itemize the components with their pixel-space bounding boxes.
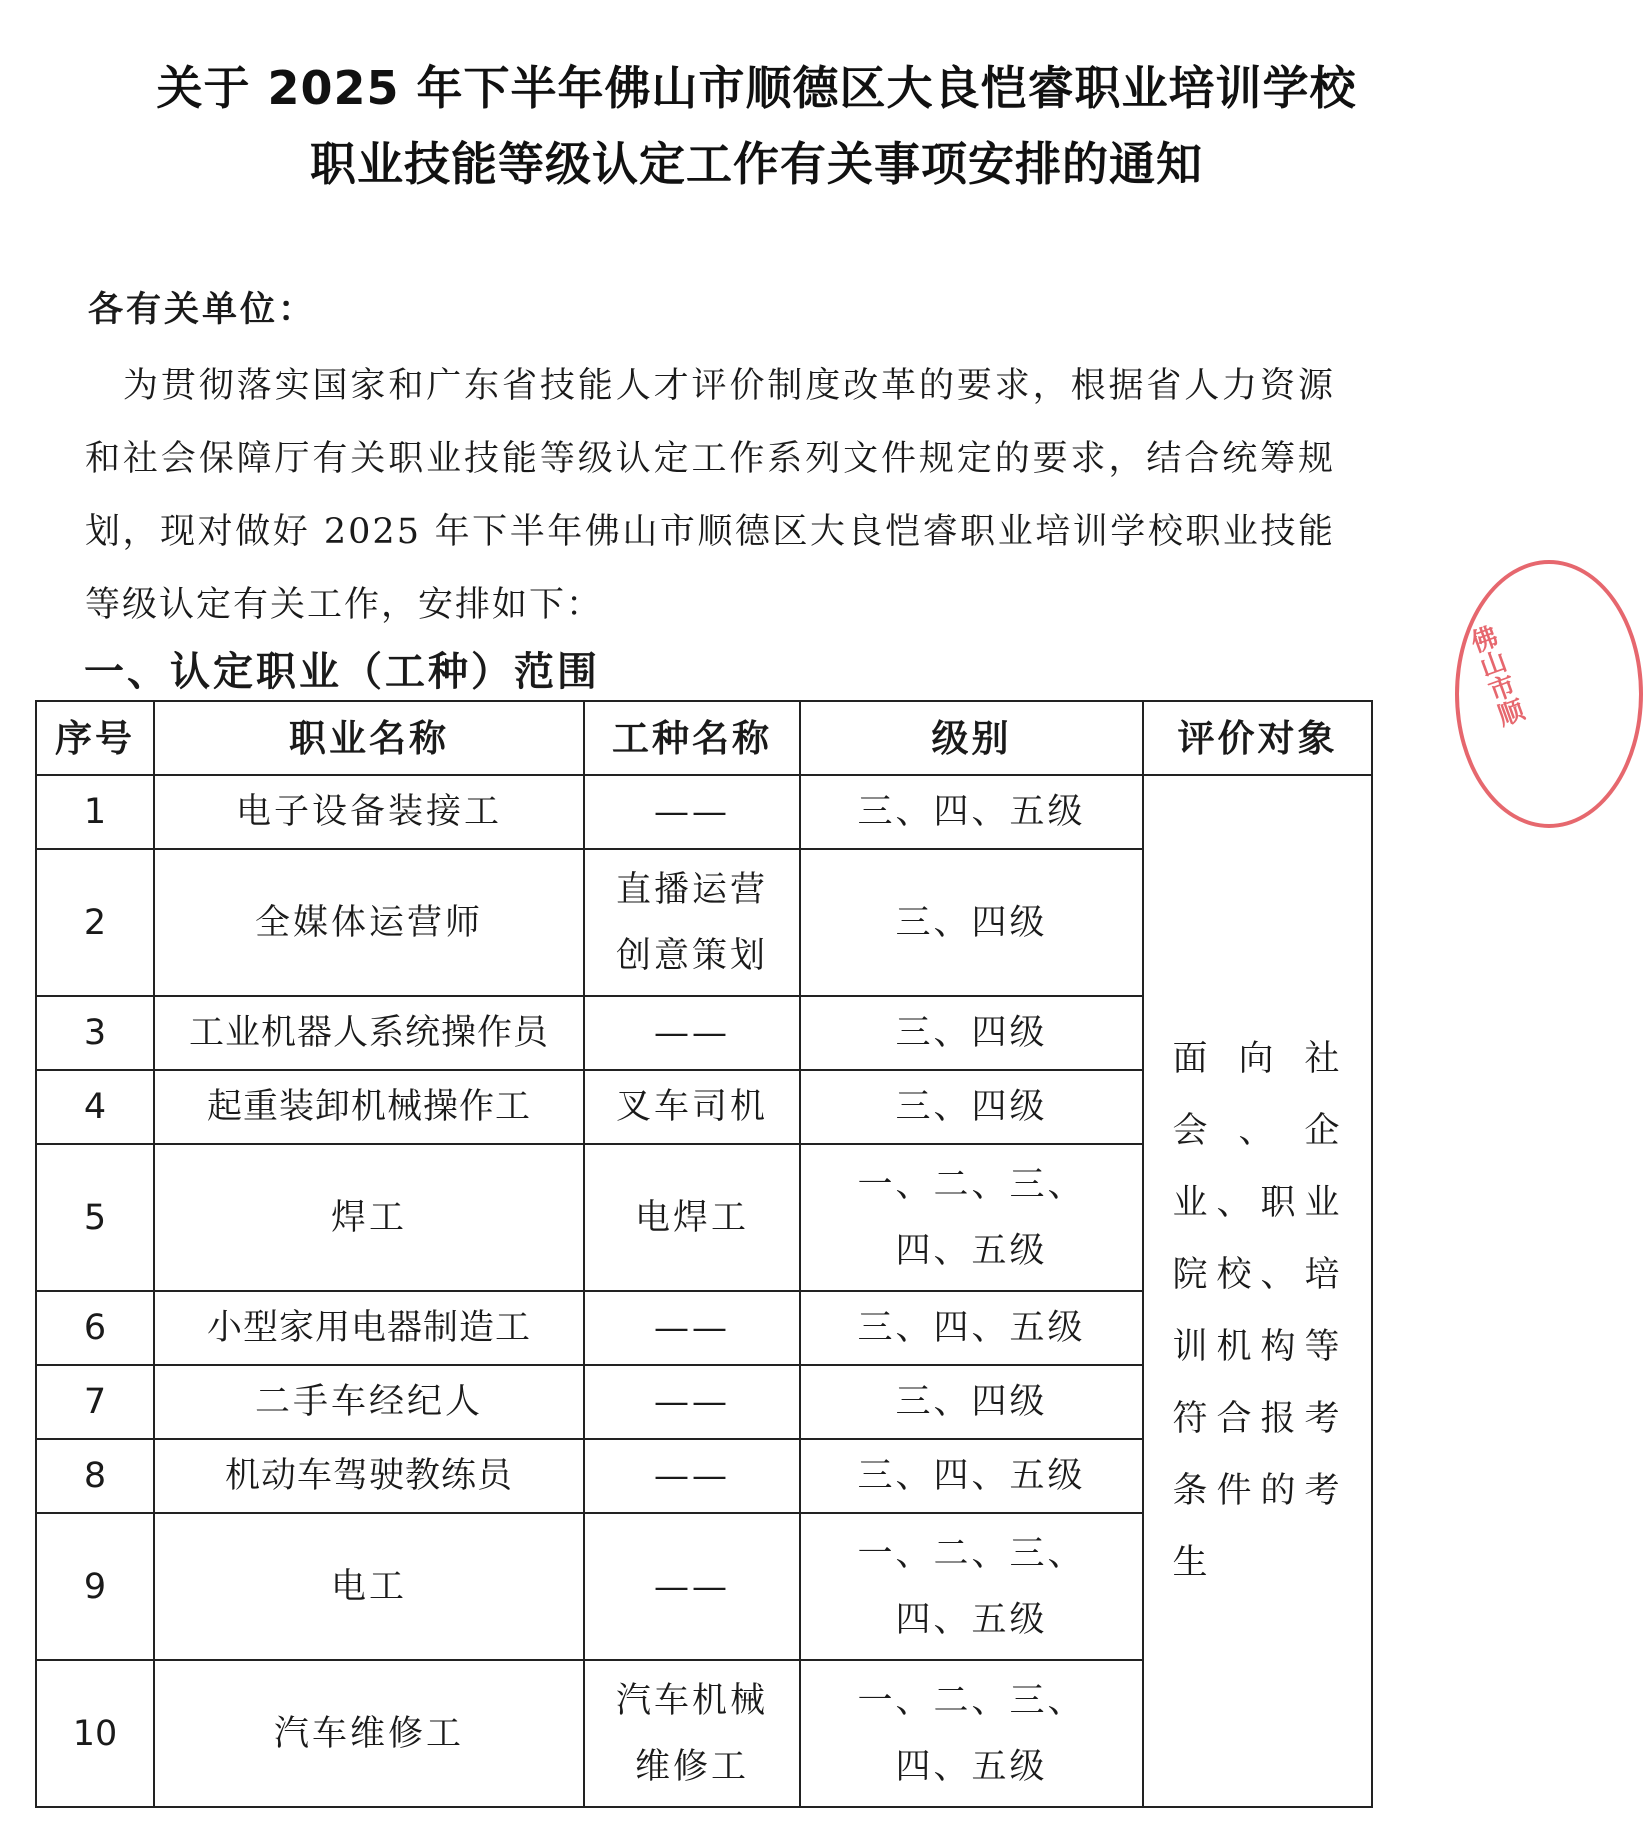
- cell-no: 2: [36, 849, 154, 996]
- cell-occupation: 汽车维修工: [154, 1660, 584, 1807]
- header-occupation: 职业名称: [154, 701, 584, 775]
- stamp-text: 佛山市顺: [1463, 622, 1527, 731]
- cell-level: 三、四级: [800, 1070, 1143, 1144]
- cell-level: 三、四级: [800, 849, 1143, 996]
- cell-trade: ——: [584, 775, 800, 849]
- cell-occupation: 全媒体运营师: [154, 849, 584, 996]
- salutation: 各有关单位：: [88, 289, 317, 330]
- cell-level: 一、二、三、四、五级: [800, 1144, 1143, 1291]
- cell-level: 三、四、五级: [800, 1291, 1143, 1365]
- cell-occupation: 工业机器人系统操作员: [154, 996, 584, 1070]
- cell-trade: 直播运营 创意策划: [584, 849, 800, 996]
- table-row: [36, 775, 1372, 849]
- cell-level: 三、四级: [800, 1365, 1143, 1439]
- cell-no: 7: [36, 1365, 154, 1439]
- occupation-table: [35, 700, 1373, 1808]
- cell-occupation: 机动车驾驶教练员: [154, 1439, 584, 1513]
- document-title-line1: 关于 2025 年下半年佛山市顺德区大良恺睿职业培训学校: [156, 61, 1357, 115]
- cell-no: 8: [36, 1439, 154, 1513]
- cell-no: 3: [36, 996, 154, 1070]
- cell-trade: ——: [584, 1439, 800, 1513]
- cell-trade: ——: [584, 1365, 800, 1439]
- cell-trade: 叉车司机: [584, 1070, 800, 1144]
- cell-level: 一、二、三、四、五级: [800, 1513, 1143, 1660]
- header-trade: 工种名称: [584, 701, 800, 775]
- cell-evaluation-target: [1143, 775, 1372, 1807]
- cell-no: 10: [36, 1660, 154, 1807]
- cell-occupation: 电工: [154, 1513, 584, 1660]
- header-level: 级别: [800, 701, 1143, 775]
- cell-occupation: 起重装卸机械操作工: [154, 1070, 584, 1144]
- cell-trade: 汽车机械维修工: [584, 1660, 800, 1807]
- cell-no: 9: [36, 1513, 154, 1660]
- cell-no: 6: [36, 1291, 154, 1365]
- document-title-line2: 职业技能等级认定工作有关事项安排的通知: [310, 137, 1203, 191]
- cell-trade: ——: [584, 1513, 800, 1660]
- cell-occupation: 二手车经纪人: [154, 1365, 584, 1439]
- cell-trade: 电焊工: [584, 1144, 800, 1291]
- cell-occupation: 电子设备装接工: [154, 775, 584, 849]
- evaluation-target-text: 面向社会、企业、职业院校、培训机构等符合报考条件的考生: [1172, 1039, 1343, 1583]
- table-header-row: [36, 701, 1372, 775]
- cell-no: 4: [36, 1070, 154, 1144]
- cell-trade: ——: [584, 1291, 800, 1365]
- header-no: 序号: [36, 701, 154, 775]
- header-target: 评价对象: [1143, 701, 1372, 775]
- cell-no: 1: [36, 775, 154, 849]
- cell-level: 三、四、五级: [800, 775, 1143, 849]
- body-paragraph: 为贯彻落实国家和广东省技能人才评价制度改革的要求，根据省人力资源和社会保障厅有关职业技能等级认定工作系列文件规定的要求，结合统筹规划，现对做好 2025 年下半年佛山市顺德区大良恺睿职业培训学校职业技能等级认定有关工作，安排如下：: [85, 366, 1335, 625]
- cell-occupation: 焊工: [154, 1144, 584, 1291]
- cell-level: 三、四级: [800, 996, 1143, 1070]
- cell-occupation: 小型家用电器制造工: [154, 1291, 584, 1365]
- cell-level: 一、二、三、四、五级: [800, 1660, 1143, 1807]
- section-heading: 一、认定职业（工种）范围: [84, 648, 600, 695]
- cell-level: 三、四、五级: [800, 1439, 1143, 1513]
- official-seal-stamp: [1455, 560, 1643, 828]
- cell-trade: ——: [584, 996, 800, 1070]
- cell-no: 5: [36, 1144, 154, 1291]
